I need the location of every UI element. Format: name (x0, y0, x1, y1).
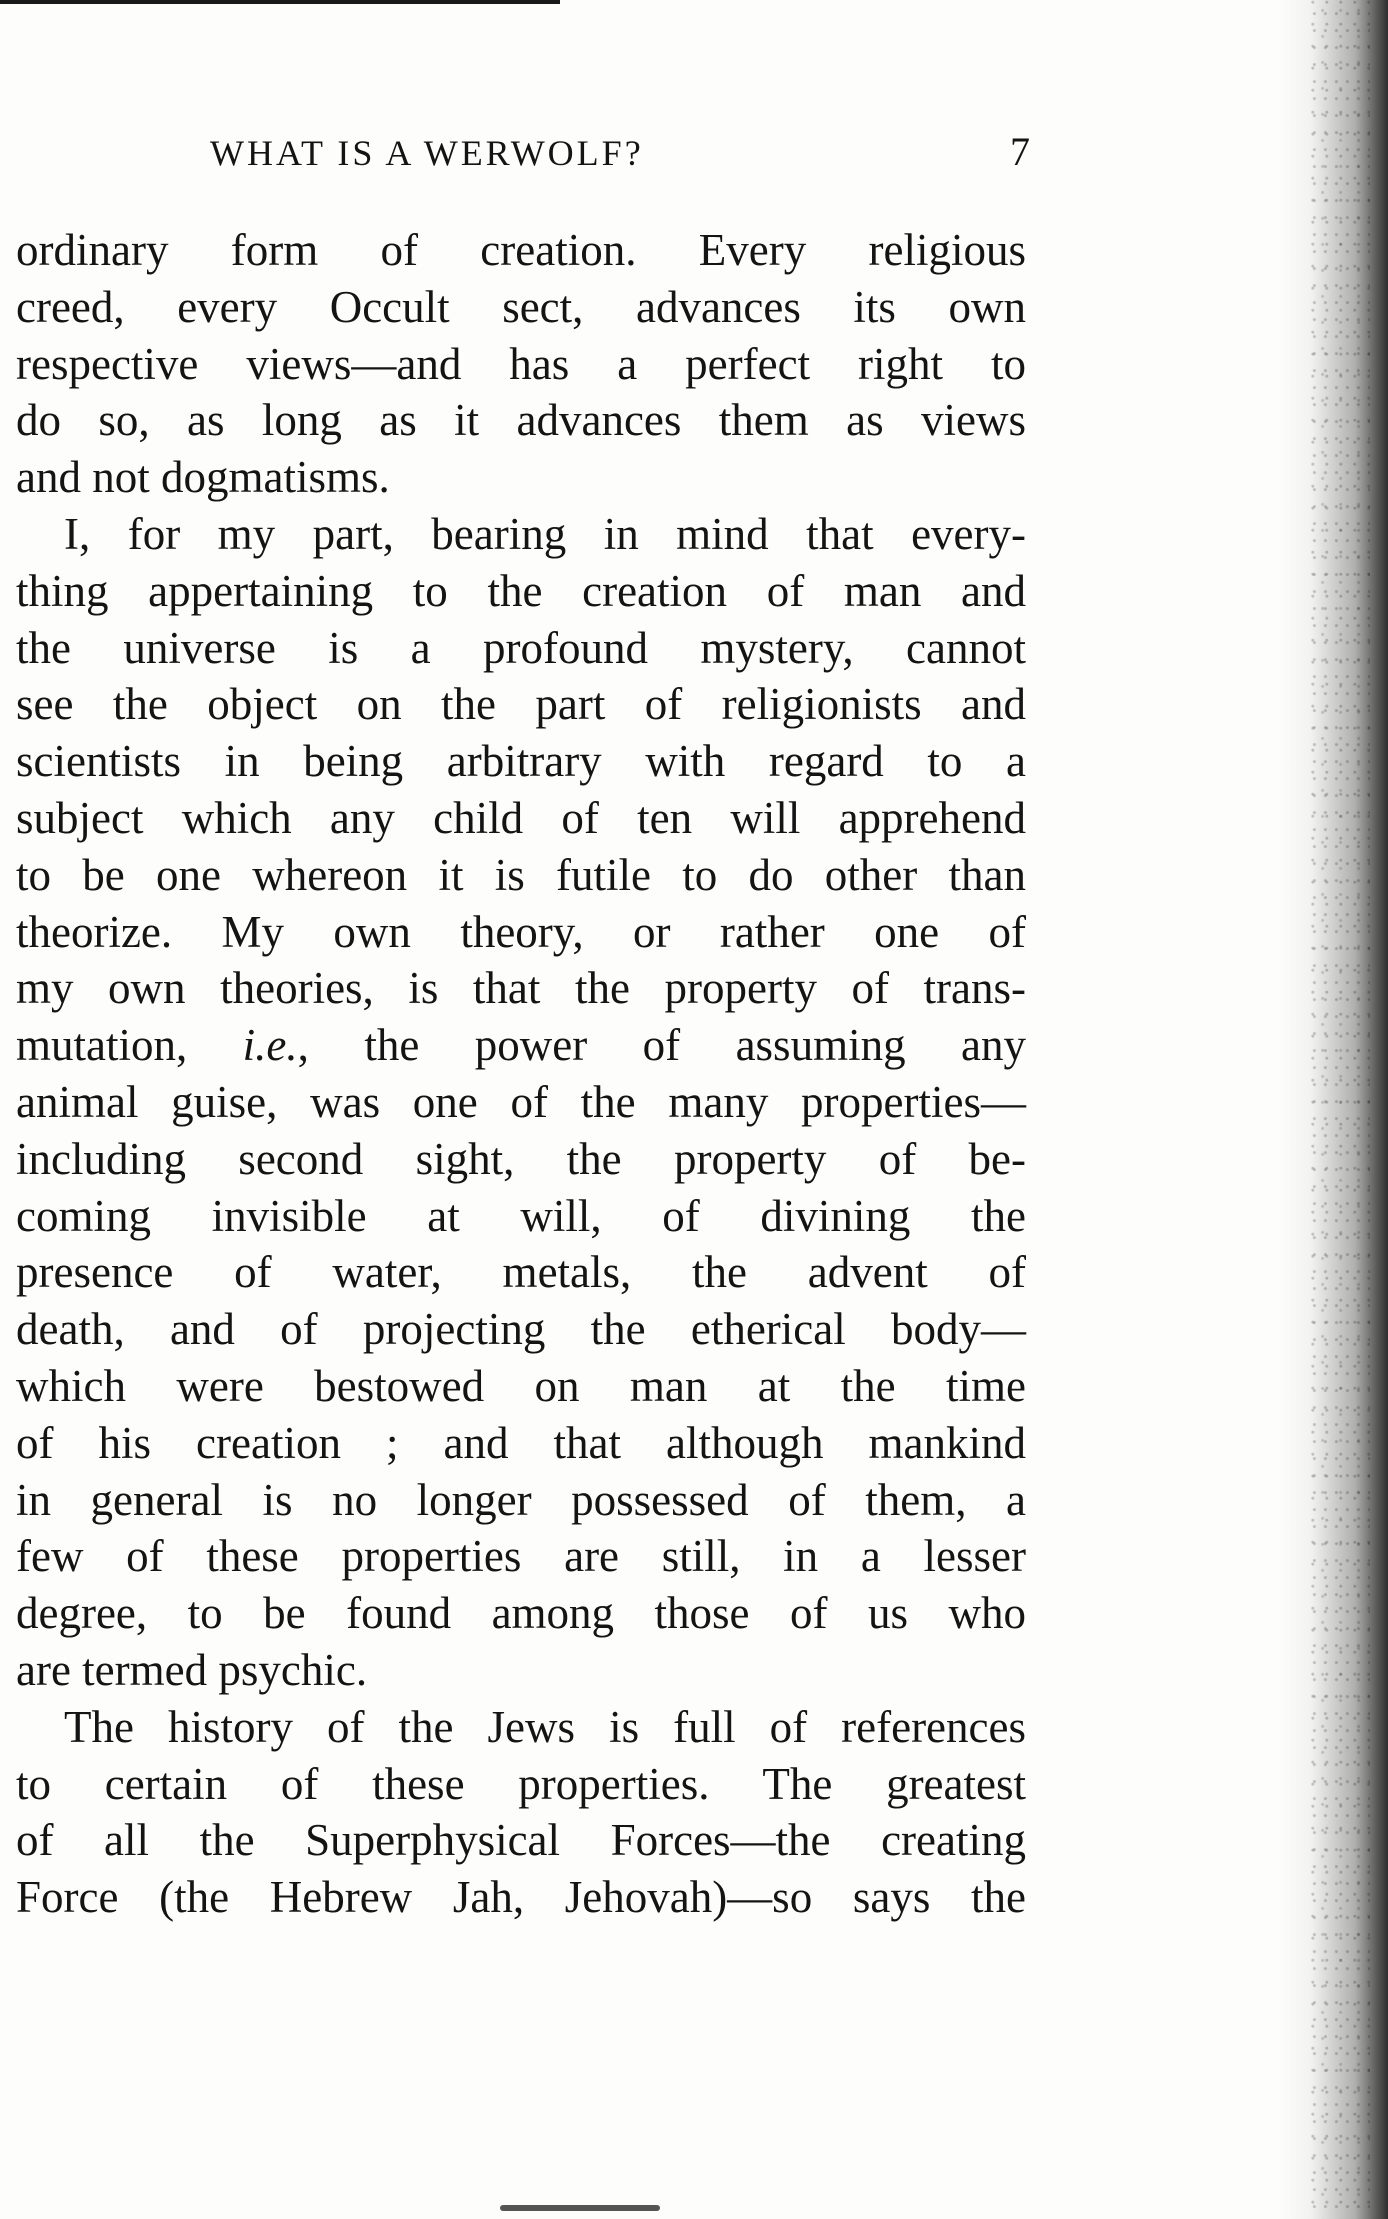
text-line-ie (16, 1017, 1026, 1074)
text-line: degree, to be found among those of us who (16, 1588, 1026, 1639)
text-line: creed, every Occult sect, advances its own (16, 281, 1026, 332)
text-line: are termed psychic. (16, 1644, 368, 1695)
text-line: of his creation ; and that although mankind (16, 1417, 1026, 1468)
text-line: which were bestowed on man at the time (16, 1360, 1026, 1411)
top-edge-rule (0, 0, 560, 4)
text-line: The history of the Jews is full of references (64, 1701, 1026, 1752)
text-line: death, and of projecting the etherical body— (16, 1304, 1026, 1355)
text-line: subject which any child of ten will apprehend (16, 792, 1026, 843)
text-line: the universe is a profound mystery, cannot (16, 622, 1026, 673)
italic-ie: i.e. (242, 1020, 298, 1071)
text-line: to be one whereon it is futile to do other than (16, 849, 1026, 900)
text-fragment: mutation, (16, 1020, 243, 1071)
text-line: to certain of these properties. The greatest (16, 1758, 1026, 1809)
text-line: animal guise, was one of the many properties— (16, 1076, 1026, 1127)
text-line: ordinary form of creation. Every religious (16, 225, 1026, 275)
text-line: I, for my part, bearing in mind that every- (64, 508, 1026, 559)
text-line: of all the Superphysical Forces—the creating (16, 1815, 1026, 1866)
text-line: thing appertaining to the creation of man and (16, 565, 1026, 616)
scan-edge-speckle (1310, 0, 1370, 2219)
running-head-title: WHAT IS A WERWOLF? (210, 133, 644, 173)
text-line: few of these properties are still, in a lesser (16, 1531, 1026, 1582)
text-fragment: , the power of assuming any (297, 1020, 1026, 1071)
page-number: 7 (1010, 129, 1030, 174)
text-line: see the object on the part of religionists and (16, 679, 1026, 730)
text-line: do so, as long as it advances them as views (16, 395, 1026, 446)
text-line: in general is no longer possessed of them, a (16, 1474, 1026, 1525)
text-line: theorize. My own theory, or rather one of (16, 906, 1026, 957)
running-head (210, 129, 1040, 182)
body-text (16, 222, 1026, 1926)
text-line: presence of water, metals, the advent of (16, 1247, 1026, 1298)
text-line: my own theories, is that the property of trans- (16, 963, 1026, 1014)
text-line: scientists in being arbitrary with regard to a (16, 736, 1026, 787)
bottom-print-mark (500, 2205, 660, 2211)
text-line: including second sight, the property of be- (16, 1133, 1026, 1184)
text-line: Force (the Hebrew Jah, Jehovah)—so says the (16, 1872, 1026, 1923)
text-line: and not dogmatisms. (16, 452, 390, 503)
text-line: coming invisible at will, of divining the (16, 1190, 1026, 1241)
text-line: respective views—and has a perfect right to (16, 338, 1026, 389)
